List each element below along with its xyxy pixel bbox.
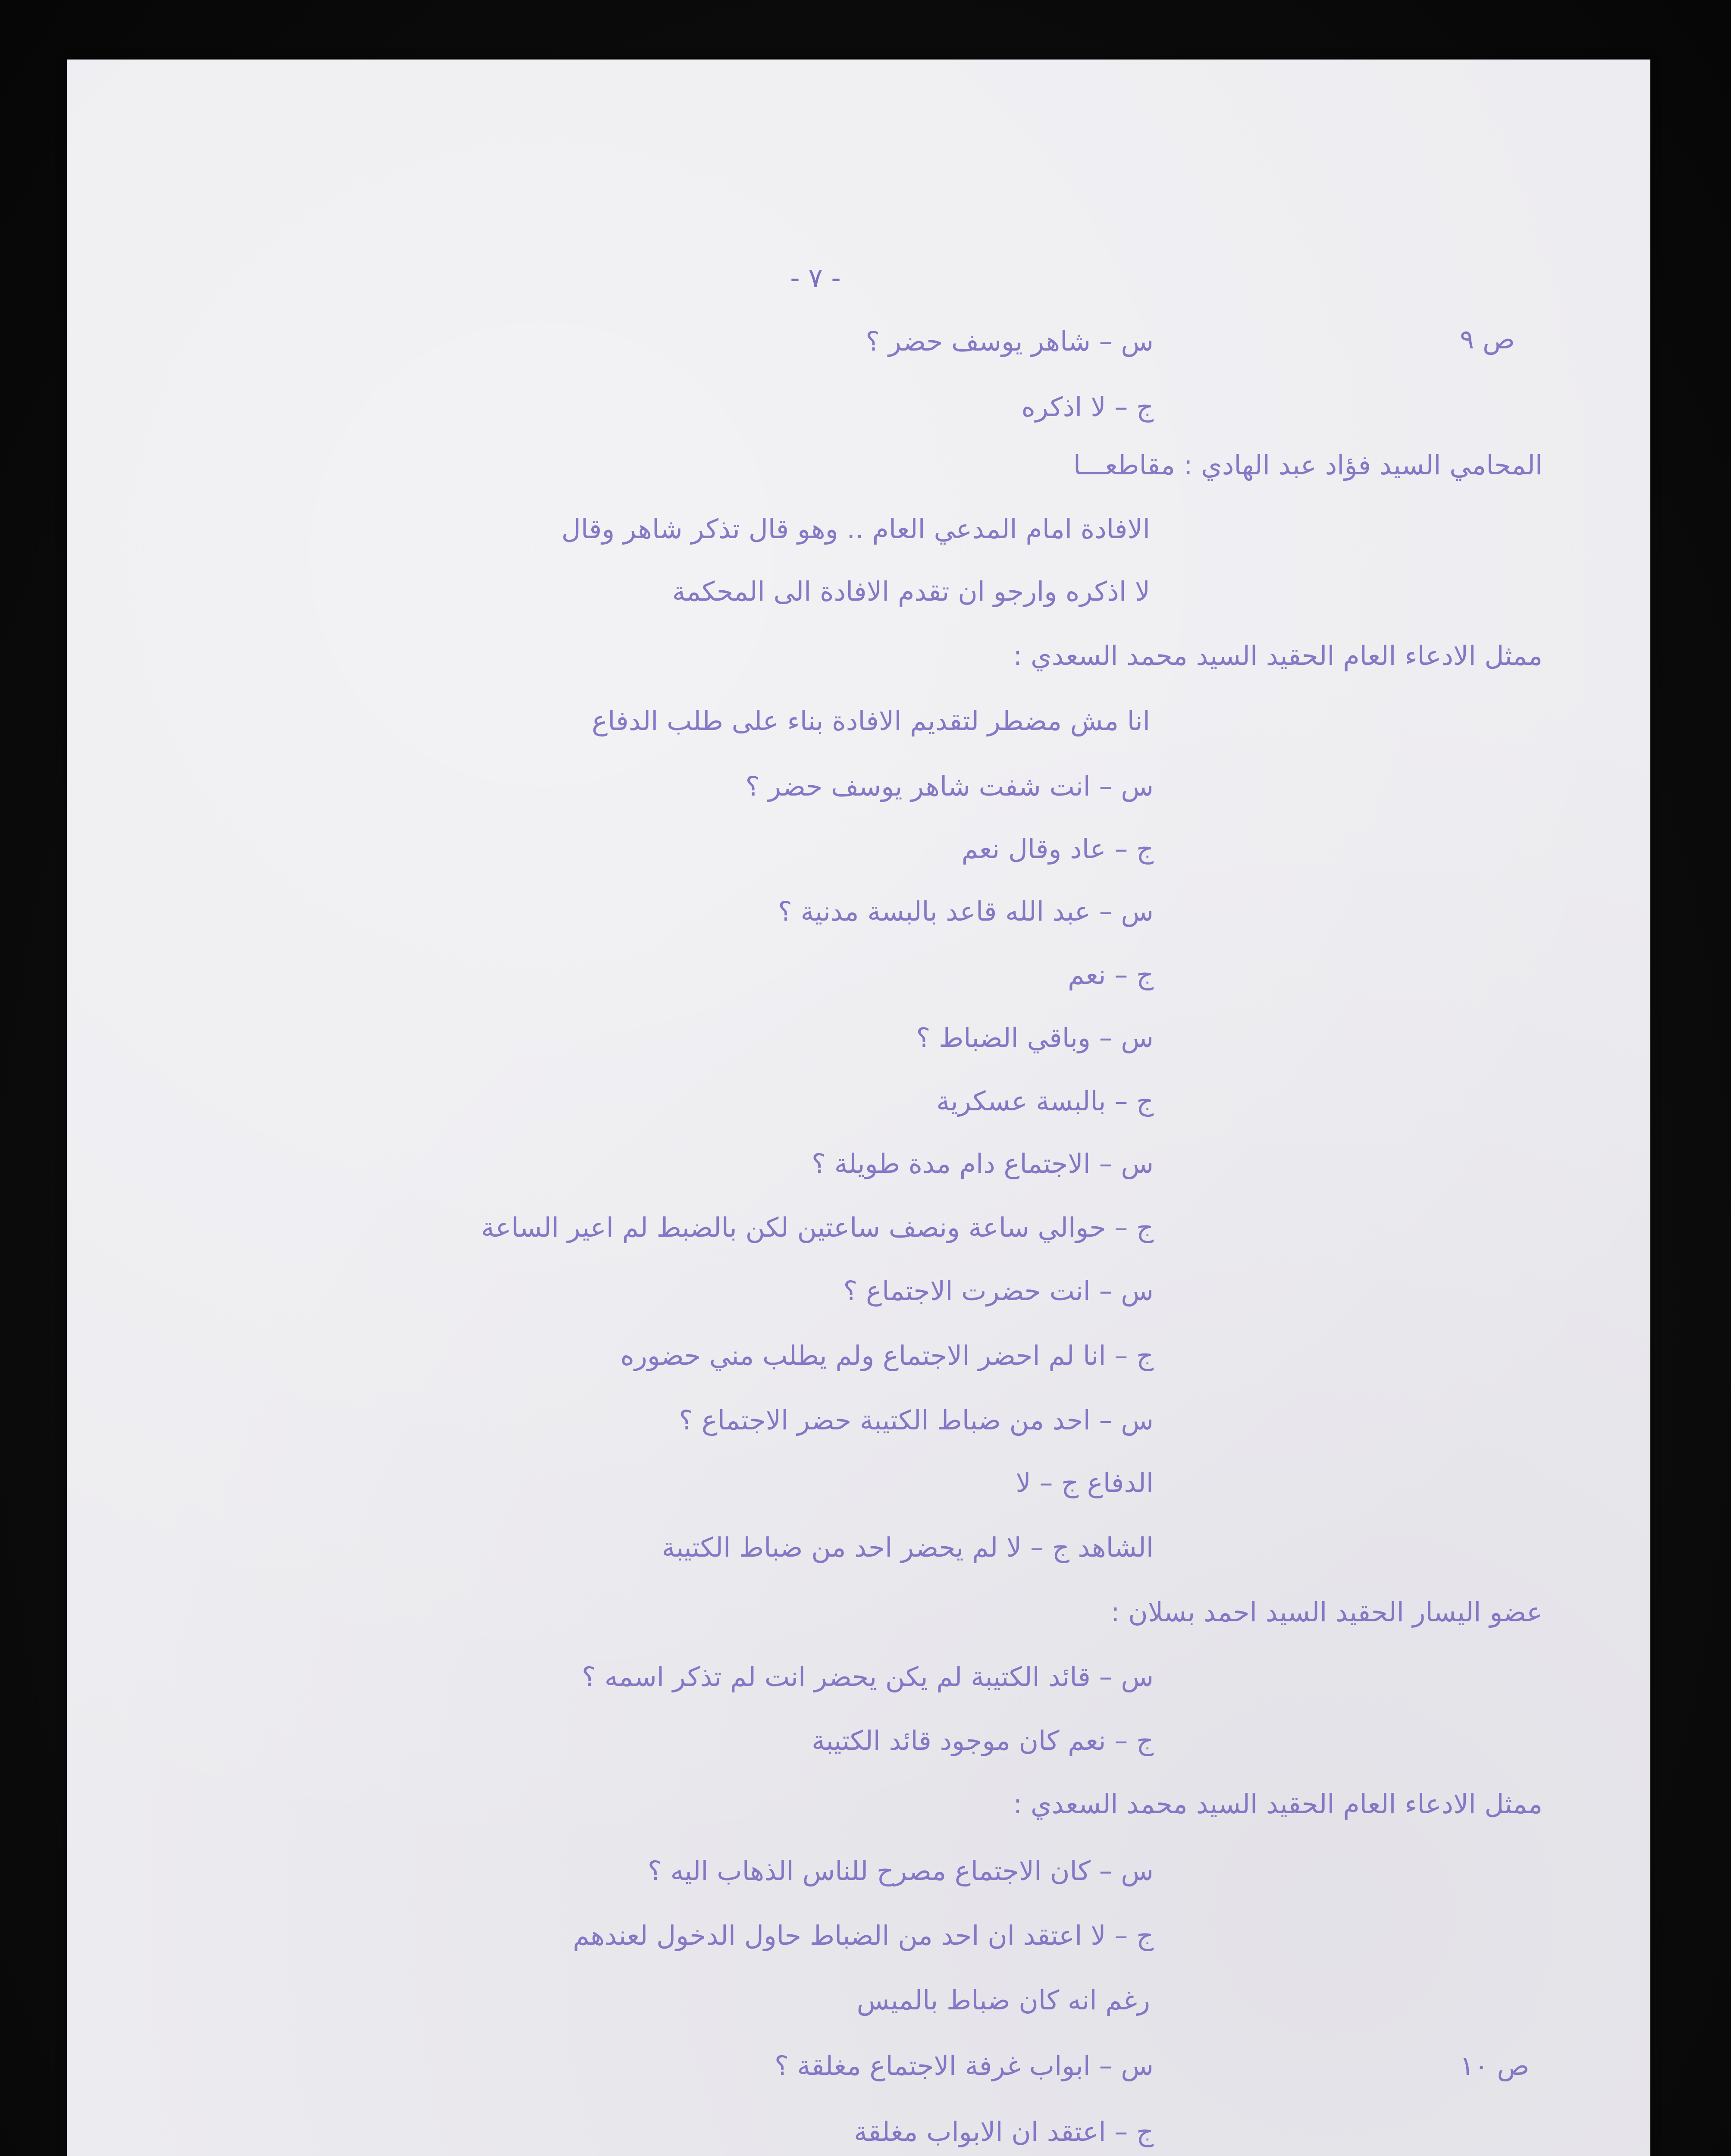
answer-line: ج – حوالي ساعة ونصف ساعتين لكن بالضبط لم اعير الساعة — [481, 1212, 1154, 1243]
question-line: س – قائد الكتيبة لم يكن يحضر انت لم تذكر اسمه ؟ — [582, 1661, 1154, 1692]
page-number: - ٧ - — [790, 262, 841, 294]
answer-line: ج – لا اعتقد ان احد من الضباط حاول الدخول لعندهم — [573, 1920, 1154, 1951]
answer-line: الشاهد ج – لا لم يحضر احد من ضباط الكتيبة — [662, 1532, 1154, 1563]
paper-sheet — [67, 60, 1650, 2156]
answer-line: ج – بالبسة عسكرية — [936, 1085, 1154, 1117]
answer-line: ج – نعم كان موجود قائد الكتيبة — [812, 1725, 1154, 1756]
answer-line: ج – لا اذكره — [1021, 391, 1154, 423]
question-line: س – ابواب غرفة الاجتماع مغلقة ؟ — [774, 2050, 1154, 2081]
speaker-heading: عضو اليسار الحقيد السيد احمد بسلان : — [1110, 1596, 1543, 1628]
body-line: انا مش مضطر لتقديم الافادة بناء على طلب الدفاع — [592, 705, 1150, 736]
answer-line: ج – عاد وقال نعم — [961, 833, 1154, 865]
margin-reference: ص ٩ — [1460, 323, 1515, 355]
answer-line: الدفاع ج – لا — [1016, 1467, 1154, 1498]
body-line: رغم انه كان ضباط بالميس — [856, 1984, 1150, 2016]
body-line: لا اذكره وارجو ان تقدم الافادة الى المحكمة — [672, 576, 1150, 607]
speaker-heading: ممثل الادعاء العام الحقيد السيد محمد السعدي : — [1013, 640, 1543, 671]
question-line: س – احد من ضباط الكتيبة حضر الاجتماع ؟ — [679, 1404, 1154, 1436]
answer-line: ج – انا لم احضر الاجتماع ولم يطلب مني حضوره — [620, 1340, 1154, 1371]
body-line: الافادة امام المدعي العام .. وهو قال تذكر شاهر وقال — [561, 513, 1150, 545]
question-line: س – وباقي الضباط ؟ — [916, 1022, 1154, 1053]
question-line: س – انت شفت شاهر يوسف حضر ؟ — [745, 771, 1154, 802]
speaker-heading: ممثل الادعاء العام الحقيد السيد محمد السعدي : — [1013, 1788, 1543, 1820]
margin-reference: ص ١٠ — [1460, 2050, 1530, 2081]
question-line: س – كان الاجتماع مصرح للناس الذهاب اليه ؟ — [647, 1855, 1154, 1887]
question-line: س – عبد الله قاعد بالبسة مدنية ؟ — [778, 896, 1154, 927]
question-line: س – الاجتماع دام مدة طويلة ؟ — [811, 1148, 1154, 1179]
question-line: س – انت حضرت الاجتماع ؟ — [843, 1275, 1154, 1307]
answer-line: ج – اعتقد ان الابواب مغلقة — [854, 2116, 1154, 2147]
question-line: س – شاهر يوسف حضر ؟ — [866, 326, 1154, 357]
speaker-heading: المحامي السيد فؤاد عبد الهادي : مقاطعـــا — [1073, 449, 1543, 481]
answer-line: ج – نعم — [1068, 959, 1154, 990]
